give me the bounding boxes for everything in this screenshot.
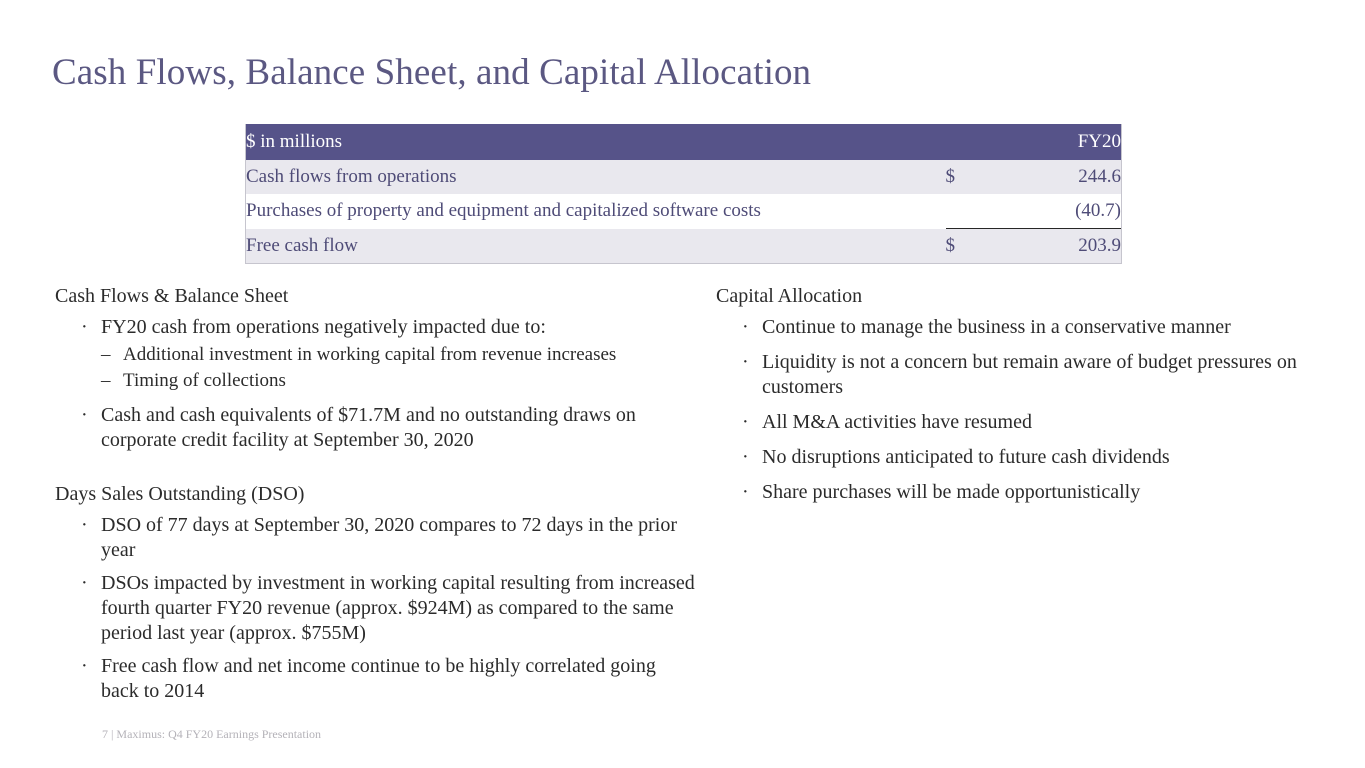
bullet-dot-icon: · bbox=[81, 514, 88, 536]
list-item-text: DSOs impacted by investment in working capital resulting from increased fourth quarter FY20 revenue (approx. $924M) as compared to the same period last year (approx. $755M) bbox=[101, 572, 695, 644]
right-content-column bbox=[716, 283, 1316, 515]
list-item-text: Cash and cash equivalents of $71.7M and no outstanding draws on corporate credit facility at September 30, 2020 bbox=[101, 404, 636, 451]
table-cell-currency bbox=[946, 194, 1008, 229]
table-cell-value: 244.6 bbox=[1008, 160, 1122, 194]
bullet-dot-icon: · bbox=[742, 481, 749, 503]
table-row bbox=[246, 194, 1122, 229]
bullet-dot-icon: · bbox=[81, 404, 88, 426]
table-cell-value: 203.9 bbox=[1008, 229, 1122, 264]
table-cell-currency: $ bbox=[945, 166, 955, 187]
section-heading-dso: Days Sales Outstanding (DSO) bbox=[55, 483, 305, 505]
list-item bbox=[101, 368, 695, 393]
page-title: Cash Flows, Balance Sheet, and Capital Allocation bbox=[52, 52, 812, 93]
bullet-dash-icon: – bbox=[101, 370, 111, 391]
list-item-text: DSO of 77 days at September 30, 2020 compares to 72 days in the prior year bbox=[101, 514, 678, 561]
list-item-text: All M&A activities have resumed bbox=[762, 411, 1032, 433]
bullet-dot-icon: · bbox=[742, 316, 749, 338]
list-item bbox=[101, 342, 695, 367]
table-header-label: $ in millions bbox=[246, 124, 946, 160]
table-cell-value: (40.7) bbox=[1008, 194, 1122, 229]
list-item bbox=[55, 403, 695, 453]
cash-flow-table bbox=[245, 124, 1122, 264]
list-item bbox=[716, 410, 1316, 435]
list-item-text: Liquidity is not a concern but remain aware of budget pressures on customers bbox=[762, 351, 1297, 398]
list-item-text: Timing of collections bbox=[123, 370, 286, 391]
sub-bullet-list bbox=[101, 342, 695, 393]
list-item bbox=[55, 654, 695, 704]
table-row-total bbox=[246, 229, 1122, 264]
list-item-text: Free cash flow and net income continue to be highly correlated going back to 2014 bbox=[101, 655, 656, 702]
table-row bbox=[246, 160, 1122, 194]
bullet-dash-icon: – bbox=[101, 344, 111, 365]
section-heading-capital-allocation: Capital Allocation bbox=[716, 285, 863, 307]
list-item bbox=[55, 571, 695, 646]
slide-footer: 7 | Maximus: Q4 FY20 Earnings Presentation bbox=[102, 727, 322, 741]
list-item-text: Continue to manage the business in a conservative manner bbox=[762, 316, 1231, 338]
bullet-dot-icon: · bbox=[742, 411, 749, 433]
list-item bbox=[55, 315, 695, 393]
list-item-text: No disruptions anticipated to future cash dividends bbox=[762, 446, 1170, 468]
list-item bbox=[55, 513, 695, 563]
table-header-value: FY20 bbox=[1008, 124, 1122, 160]
table-cell-label: Purchases of property and equipment and capitalized software costs bbox=[246, 194, 946, 229]
list-item bbox=[716, 315, 1316, 340]
left-content-column bbox=[55, 283, 695, 711]
bullet-dot-icon: · bbox=[742, 446, 749, 468]
table-cell-currency: $ bbox=[946, 229, 1008, 264]
list-item-text: FY20 cash from operations negatively impacted due to: bbox=[101, 316, 546, 338]
bullet-dot-icon: · bbox=[742, 351, 749, 373]
bullet-list-capital-allocation bbox=[716, 315, 1316, 505]
bullet-list-cash-flows bbox=[55, 315, 695, 453]
list-item bbox=[716, 350, 1316, 400]
list-item bbox=[716, 480, 1316, 505]
table-cell-label: Cash flows from operations bbox=[246, 160, 946, 194]
bullet-dot-icon: · bbox=[81, 316, 88, 338]
table-cell-label: Free cash flow bbox=[246, 229, 946, 264]
list-item-text: Additional investment in working capital from revenue increases bbox=[123, 344, 617, 365]
section-heading-cash-flows: Cash Flows & Balance Sheet bbox=[55, 285, 289, 307]
list-item-text: Share purchases will be made opportunistically bbox=[762, 481, 1141, 503]
bullet-list-dso bbox=[55, 513, 695, 704]
list-item bbox=[716, 445, 1316, 470]
bullet-dot-icon: · bbox=[81, 655, 88, 677]
table-header-row bbox=[246, 124, 1122, 160]
table-header-currency bbox=[946, 124, 1008, 160]
bullet-dot-icon: · bbox=[81, 572, 88, 594]
